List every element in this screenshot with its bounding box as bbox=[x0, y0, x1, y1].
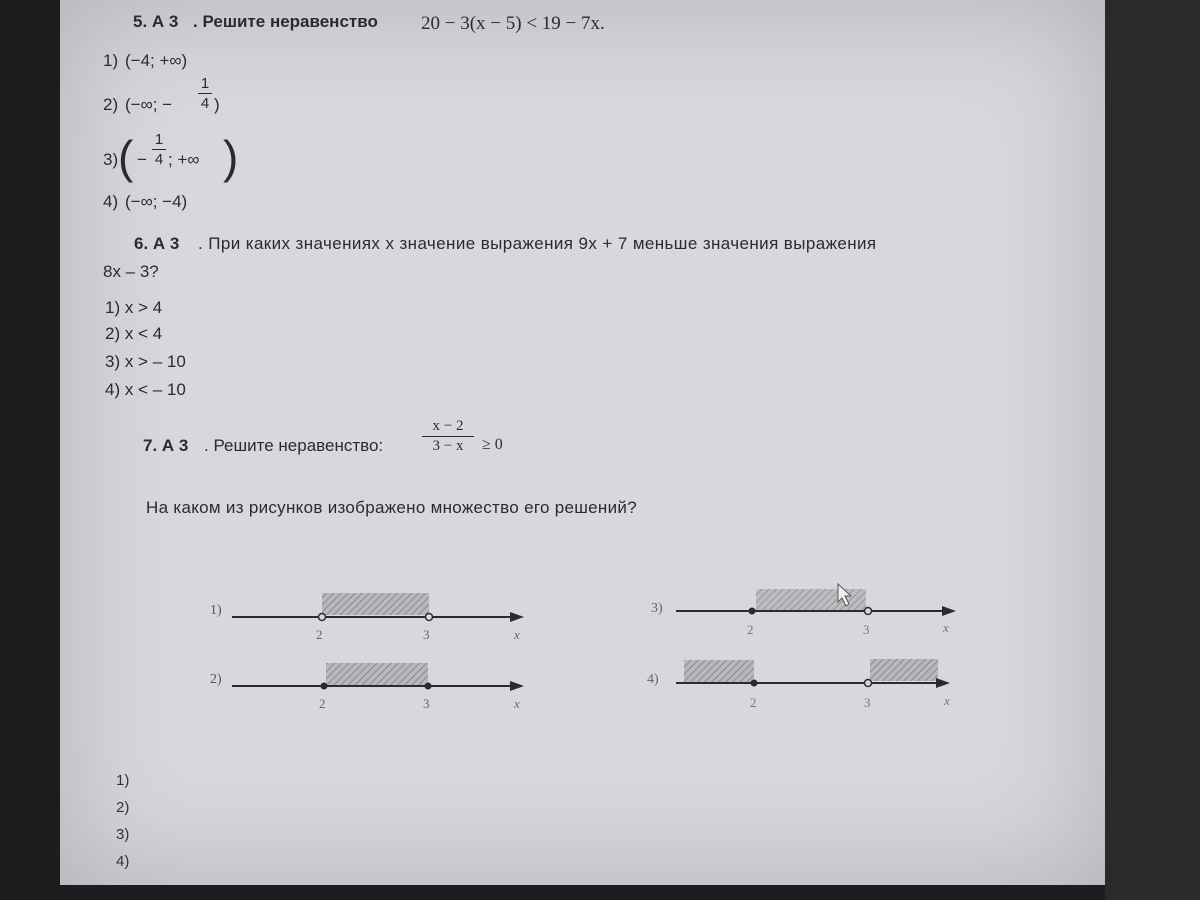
task6-prompt-line1: . При каких значениях x значение выражения 9x + 7 меньше значения выражения bbox=[198, 234, 877, 253]
task7-prompt: . Решите неравенство: bbox=[204, 436, 384, 455]
figure-4-label: 4) bbox=[647, 672, 659, 687]
figure-3 bbox=[651, 584, 956, 637]
task5-option-2-post: ) bbox=[214, 95, 220, 114]
figure-4-closed-point-2 bbox=[751, 680, 758, 687]
figure-3-arrow bbox=[942, 606, 956, 616]
figure-4-shading-right bbox=[870, 659, 938, 681]
figure-4-arrow bbox=[936, 678, 950, 688]
task6-option-2: 2) x < 4 bbox=[105, 324, 163, 343]
figure-2-axis-label: x bbox=[514, 696, 520, 711]
figure-1-axis-label: x bbox=[514, 627, 520, 642]
figure-2-arrow bbox=[510, 681, 524, 691]
task7-answer-4: 4) bbox=[116, 853, 130, 870]
figure-3-shading bbox=[756, 589, 866, 611]
task7-answer-2: 2) bbox=[116, 799, 130, 816]
task6-option-4: 4) x < – 10 bbox=[105, 380, 186, 399]
figure-4-tick-2: 2 bbox=[750, 695, 757, 710]
figure-1-tick-2: 2 bbox=[316, 627, 323, 642]
task5-option-3-fraction: 1 4 bbox=[152, 131, 166, 168]
task6-prompt-line2: 8x – 3? bbox=[103, 262, 159, 281]
figure-3-closed-point-2 bbox=[749, 608, 756, 615]
figure-1-open-point-2 bbox=[319, 614, 326, 621]
figure-3-tick-2: 2 bbox=[747, 622, 754, 637]
figure-3-open-point-3 bbox=[865, 608, 872, 615]
task7-fraction: x − 2 3 − x bbox=[422, 418, 474, 455]
task6-header: 6. А 3 bbox=[134, 234, 180, 253]
task6-option-1: 1) x > 4 bbox=[105, 298, 163, 317]
figure-2-tick-3: 3 bbox=[423, 696, 430, 711]
figure-3-label: 3) bbox=[651, 601, 663, 616]
task5-option-2-num: 2) bbox=[103, 95, 119, 114]
figure-2-closed-point-3 bbox=[425, 683, 432, 690]
task5-header: 5. А 3 bbox=[133, 12, 179, 31]
figure-1-arrow bbox=[510, 612, 524, 622]
task7-answer-3: 3) bbox=[116, 826, 130, 843]
figure-1-tick-3: 3 bbox=[423, 627, 430, 642]
figure-2-shading bbox=[326, 663, 428, 685]
figure-1-shading bbox=[322, 593, 429, 615]
task5-option-1-text: (−4; +∞) bbox=[125, 51, 188, 70]
task5-inequality: 20 − 3(x − 5) < 19 − 7x. bbox=[421, 13, 605, 34]
figure-1 bbox=[210, 593, 524, 642]
figure-1-label: 1) bbox=[210, 603, 222, 618]
task7-question: На каком из рисунков изображено множество его решений? bbox=[146, 498, 637, 517]
task5-option-2-pre: (−∞; − bbox=[125, 95, 173, 114]
task5-option-4-num: 4) bbox=[103, 192, 119, 211]
task7-relation: ≥ 0 bbox=[482, 436, 503, 453]
task6-option-3: 3) x > – 10 bbox=[105, 352, 186, 371]
task5-option-3-num: 3) bbox=[103, 150, 119, 169]
task5-option-3-right-paren: ) bbox=[223, 131, 239, 183]
figure-1-open-point-3 bbox=[426, 614, 433, 621]
figure-2-label: 2) bbox=[210, 672, 222, 687]
figure-4-shading-left bbox=[684, 660, 754, 682]
figure-4-tick-3: 3 bbox=[864, 695, 871, 710]
figure-2 bbox=[210, 663, 524, 711]
figure-4 bbox=[647, 659, 950, 710]
task5-option-1-num: 1) bbox=[103, 51, 119, 70]
task5-prompt: . Решите неравенство bbox=[193, 12, 378, 31]
figure-3-tick-3: 3 bbox=[863, 622, 870, 637]
task7-answer-1: 1) bbox=[116, 772, 130, 789]
task5-option-3-left-paren: ( bbox=[118, 131, 134, 183]
figure-4-open-point-3 bbox=[865, 680, 872, 687]
figure-2-closed-point-2 bbox=[321, 683, 328, 690]
figure-3-axis-label: x bbox=[943, 620, 949, 635]
task5-option-3-post: ; +∞ bbox=[168, 150, 200, 169]
task5-option-4-text: (−∞; −4) bbox=[125, 192, 188, 211]
figure-2-tick-2: 2 bbox=[319, 696, 326, 711]
figure-4-axis-label: x bbox=[944, 693, 950, 708]
task7-header: 7. А 3 bbox=[143, 436, 189, 455]
task5-option-2-fraction: 1 4 bbox=[198, 75, 212, 112]
task5-option-3-pre: − bbox=[137, 150, 147, 169]
